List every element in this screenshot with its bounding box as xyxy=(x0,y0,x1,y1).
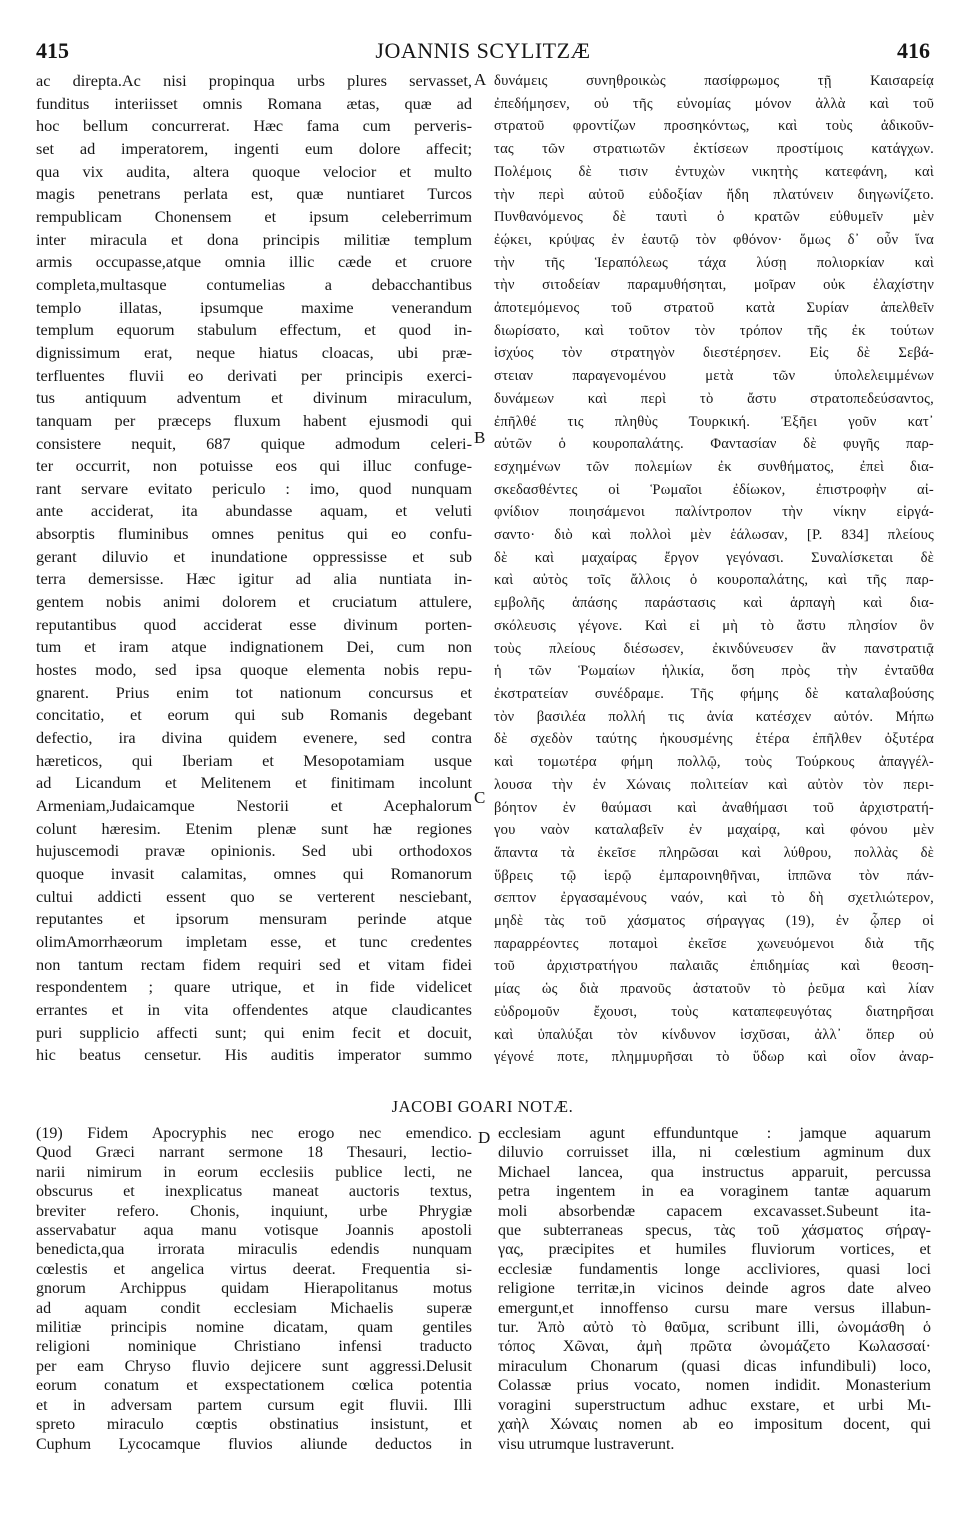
greek-text-line: σκόλευσις γέγονε. Καὶ εἰ μὴ τὸ ἄστυ πλησίον ὂν xyxy=(494,617,934,634)
greek-text-line: τὴν τῆς Ἱεραπόλεως τάχα λύσῃ πολιορκίαν καὶ xyxy=(494,254,934,271)
section-marker-d: D xyxy=(478,1128,491,1147)
section-marker-c: C xyxy=(474,788,486,807)
latin-text-line: gerant diluvio et inundatione oppressisse et sub xyxy=(36,546,472,566)
greek-text-line: δυνάμεων καὶ περὶ τὸ ἄστυ στρατοπεδεύσαντος, xyxy=(494,390,934,407)
greek-text-line: παραρρέοντες ποταμοὶ ἐκεῖσε χωνευόμενοι διὰ τῆς xyxy=(494,935,934,952)
note-text-line: tur. Ἀπὸ αὐτὸ τὸ θαῦμα, scribunt illi, ὠνομάσθη ὁ xyxy=(498,1319,931,1337)
latin-text-line: respondentem ; quare utrique, et in fide videlicet xyxy=(36,977,472,997)
greek-text-line: ἐῴκει, κρύψας ἐν ἑαυτῷ τὸν φθόνον· ὅμως δ᾽ οὖν ἵνα xyxy=(494,231,934,248)
greek-text-line: λουσα τὴν ἐν Χώναις πολιτείαν καὶ αὐτὸν τὸν περι- xyxy=(494,776,934,793)
latin-text-line: inter miracula et dona principis militiæ templum xyxy=(36,229,472,249)
greek-text-line: ἐπῆλθέ τις πληθὺς Τουρκική. Ἐξῆει γοῦν κατ᾽ xyxy=(494,413,934,430)
note-text-line: Quod Græci narrant sermone 18 Thesauri, lectio- xyxy=(36,1144,472,1162)
greek-text-line: καὶ αὐτὸς τοῖς ἄλλοις ὁ κουροπαλάτης, καὶ τῆς παρ- xyxy=(494,572,934,589)
note-text-line: ecclesiam agunt effunduntque : jamque aquarum xyxy=(498,1125,931,1142)
greek-text-line: μηδὲ τὰς τοῦ χάσματος σήραγγας (19), ἐν ᾧπερ οἱ xyxy=(494,913,934,930)
greek-text-line: ἀποτεμόμενος τοῦ στρατοῦ κατὰ Συρίαν ἀπελθεῖν xyxy=(494,300,934,317)
latin-text-line: funditus interiisset omnis Romana ætas, quæ ad xyxy=(36,93,472,113)
greek-text-line: μίας ὡς διὰ πρανοῦς ἀστατοῦν τὸ ῥεῦμα καὶ λίαν xyxy=(494,981,934,998)
greek-text-line: Πυνθανόμενος δὲ ταυτὶ ὁ κρατῶν εὐθυμεῖν μὲν xyxy=(494,209,934,226)
latin-text-line: cultui addicti essent quo se verterent nesciebant, xyxy=(36,886,472,906)
greek-text-line: διωρίσατο, καὶ τοῦτον τὸν τρόπον τῆς ἐκ τούτων xyxy=(494,322,934,339)
note-text-line: spreto miraculo cœptis obstinatius insistunt, et xyxy=(36,1416,472,1434)
page-header xyxy=(36,38,930,66)
note-text-line: religioni nominique Christiano infensi traducto xyxy=(36,1338,472,1356)
latin-column xyxy=(36,70,472,1067)
greek-text-line: δυνάμεις συνηθροικὼς πασίφρωμος τῇ Καισαρείᾳ xyxy=(494,73,934,89)
note-text-line: religione territæ,in vicinos deinde agros date alveo xyxy=(498,1280,931,1298)
greek-text-line: εμβολῆς ἁπάσης παράστασις καὶ ἁρπαγὴ καὶ δια- xyxy=(494,595,934,612)
latin-text-line: puri supplicio affecti sunt; qui enim fecit et docuit, xyxy=(36,1022,472,1042)
greek-text-line: εὐδρομοῦν ἔχουσι, τοὺς καταπεφευγότας διατηρῆσαι xyxy=(494,1003,934,1020)
note-text-line: visu utrumque lustraverunt. xyxy=(498,1435,675,1453)
greek-text-line: τοῦ ἀρχιστρατήγου παλαιᾶς ἐπιδημίας καὶ θεοση- xyxy=(494,958,934,975)
greek-text-line: σαντο· διὸ καὶ πολλοὶ μὲν ἑάλωσαν, [P. 834] πλείους xyxy=(494,527,934,544)
note-text-line: gnorum Archippus quidam Hierapolitanus motus xyxy=(36,1280,472,1298)
latin-text-line: ad Licandum et Melitenem et finitimam incolunt xyxy=(36,773,472,793)
greek-text-line: δὲ σχεδὸν ταύτης ἠκουσμένης ἑτέρα ἐπῆλθεν ὀξυτέρα xyxy=(494,731,934,748)
latin-text-line: ac direpta.Ac nisi propinqua urbs plures servasset, xyxy=(36,71,472,90)
section-marker-a: A xyxy=(474,70,487,89)
greek-text-line: καὶ ὑπαλύξαι τὸν κίνδυνον ἰσχῦσαι, ἀλλ᾽ ὅπερ οὐ xyxy=(494,1026,934,1043)
page-number-left: 415 xyxy=(36,38,69,63)
greek-text-line: ἰσχύος τὸν στρατηγὸν διεστέρησεν. Εἰς δὲ Σεβά- xyxy=(494,345,934,362)
note-text-line: per eam Chryso fluvio dejicere sunt aggressi.Delusit xyxy=(36,1357,472,1375)
section-marker-b: B xyxy=(474,428,486,447)
note-text-line: breviter refero. Chonis, inquiunt, urbe Phrygiæ xyxy=(36,1202,472,1220)
note-text-line: diluvio corruisset illa, ni cœlestium agminum dux xyxy=(498,1144,931,1162)
greek-text-line: ἐπεδήμησεν, οὐ τῆς εὐνομίας μόνον ἀλλὰ καὶ τοῦ xyxy=(494,95,934,112)
greek-text-line: καὶ τομωτέρα φήμη πολλῷ, τοὺς Τούρκους ἀπαγγέλ- xyxy=(494,754,934,771)
latin-text-line: defectio, ira divina quidem evenere, sed contra xyxy=(36,728,472,748)
latin-text-line: terra demersisse. Hæc igitur ad alia nuntiata in- xyxy=(36,569,472,589)
greek-text-line: στειαν παραγενομένου μετὰ τῶν ὑπολελειμμένων xyxy=(494,368,934,385)
greek-text-line: γου ναὸν καταλαβεῖν ἐν μαχαίρᾳ, καὶ φόνου μὲν xyxy=(494,822,934,839)
note-text-line: et in adversam partem cursum egit fluvii. Illi xyxy=(36,1396,472,1414)
greek-text-line: Πολέμοις δὲ τισιν ἐντυχὼν νικητὴς κατεφάνη, καὶ xyxy=(494,163,934,180)
latin-text-line: completa,multasque contumelias a debacchantibus xyxy=(36,274,472,294)
note-text-line: que subterraneas specus, τὰς τοῦ χάσματος σήραγ- xyxy=(498,1222,931,1240)
greek-column xyxy=(494,70,934,1069)
greek-text-line: φνίδιον ποιησάμενοι παλίντροπον τὴν νίκην εἰργά- xyxy=(494,504,934,521)
latin-text-line: terfluentes fluvii eo derivati per principis exerci- xyxy=(36,365,472,385)
latin-text-line: hæreticos, qui Iberiam et Mesopotamiam usque xyxy=(36,750,472,770)
greek-text-line: σκεδασθέντες οἱ Ῥωμαῖοι ἐδίωκον, ἐπιστροφὴν αἰ- xyxy=(494,481,934,498)
greek-text-line: ὕβρεις τῷ ἱερῷ ἐμπαροινηθῆναι, ἱππῶνα τὸν πάν- xyxy=(494,867,934,884)
note-text-line: asservabatur aqua manu votisque Joannis apostoli xyxy=(36,1222,472,1240)
latin-text-line: hic beatus censetur. His auditis imperator summo xyxy=(36,1045,472,1065)
latin-text-line: colunt hæresim. Etenim plenæ sunt hæ regiones xyxy=(36,818,472,838)
note-text-line: emergunt,et innoffenso cursu mare versus illabun- xyxy=(498,1299,931,1317)
note-text-line: cœlestis et angelica virtus deerat. Frequentia si- xyxy=(36,1260,472,1278)
note-text-line: eorum conatum et exspectationem cœlica potentia xyxy=(36,1377,472,1395)
note-text-line: miraculum Chonarum (quasi dicas infundibuli) loco, xyxy=(498,1357,931,1375)
latin-text-line: olimAmorrhæorum impletam esse, et tunc credentes xyxy=(36,931,472,951)
latin-text-line: hoc bellum concurrerat. Hæc fama cum perveris- xyxy=(36,116,472,136)
latin-text-line: ante acciderat, ita abundasse aquam, et veluti xyxy=(36,501,472,521)
running-title: JOANNIS SCYLITZÆ xyxy=(375,38,591,63)
note-text-line: moli absorbendæ capacem excavasset.Subeunt ita- xyxy=(498,1202,931,1220)
latin-text-line: Armeniam,Judaicamque Nestorii et Acephalorum xyxy=(36,796,472,815)
latin-text-line: tus antiquum adventum et divinum miraculum, xyxy=(36,388,472,408)
note-text-line: Colassæ prius vocato, nomen indidit. Monasterium xyxy=(498,1377,931,1395)
latin-text-line: rempublicam Chonensem et ipsum celeberrimum xyxy=(36,206,472,226)
latin-text-line: reputantibus quod acciderat esse divinum porten- xyxy=(36,614,472,634)
greek-text-line: βόητον ἐν θαύμασι καὶ ἀναθήμασι τοῦ ἀρχιστρατή- xyxy=(494,799,934,816)
greek-text-line: εσχημένων τῶν πολεμίων ἐκ συνθήματος, ἐπεὶ δια- xyxy=(494,458,934,475)
greek-text-line: τὴν περὶ αὐτοῦ εὐδοξίαν ἤδη πλατύνειν διηγωνίζετο. xyxy=(494,186,934,203)
notes-right-column xyxy=(498,1124,931,1454)
latin-text-line: rant servare evitato periculo : imo, quod nunquam xyxy=(36,478,472,498)
notes-heading: JACOBI GOARI NOTÆ. xyxy=(391,1097,574,1116)
latin-text-line: tum et iram atque indignationem Dei, cum non xyxy=(36,637,472,657)
greek-text-line: στρατοῦ φροντίζων προσηκόντως, καὶ τοὺς ἀδικοῦν- xyxy=(494,118,934,135)
greek-text-line: ἐκστρατείαν συνέδραμε. Τῆς φήμης δὲ καταλαβούσης xyxy=(494,685,934,702)
latin-text-line: non tantum rectam fidem requiri sed et vitam fidei xyxy=(36,954,472,974)
latin-text-line: concitatio, et eorum qui sub Romanis degebant xyxy=(36,705,472,725)
latin-text-line: ter occurrit, non potuisse eos qui illuc confuge- xyxy=(36,456,472,476)
latin-text-line: consistere nequit, 687 quique admodum celeri- xyxy=(36,433,472,453)
note-text-line: τόπος Χῶναι, ἀμὴ πρῶτα ὠνομάζετο Κωλασσαί· xyxy=(498,1338,931,1356)
page-number-right: 416 xyxy=(897,38,930,63)
latin-text-line: dignissimum erat, neque hiatus cloacas, ubi præ- xyxy=(36,342,472,362)
note-text-line: γας, præcipites et humiles fluviorum vortices, et xyxy=(498,1241,931,1259)
note-text-line: χαὴλ Χώναις nomen ab eo impositum docent, qui xyxy=(498,1416,931,1434)
greek-text-line: γέγονέ ποτε, πλημμυρῆσαι τὸ ὕδωρ καὶ οἷον ἀναρ- xyxy=(494,1049,934,1066)
latin-text-line: qua vix audita, altera quoque velocior et multo xyxy=(36,161,472,181)
greek-text-line: τας τῶν στρατιωτῶν ἐκτίσεων προστίμοις κατάγχων. xyxy=(494,141,934,158)
note-text-line: narii nimirum in eorum ecclesiis publice lecti, ne xyxy=(36,1163,472,1181)
greek-text-line: τὴν σιτοδείαν παραμυθήσηται, μοῖραν οὐκ ἐλαχίστην xyxy=(494,277,934,294)
greek-text-line: τοὺς πλείους διέσωσεν, ἐκινδύνευσεν ἂν πανστρατιᾷ xyxy=(494,640,934,657)
note-text-line: voragini superstructum adhuc exstare, et urbi Μι- xyxy=(498,1396,931,1414)
note-text-line: (19) Fidem Apocryphis nec erogo nec emendico. xyxy=(36,1125,472,1142)
greek-text-line: τὸν βασιλέα πολλή τις ἀνία κατέσχεν αὐτόν. Μήπω xyxy=(494,708,934,725)
note-text-line: obscurus et inexplicatus maneat auctoris textus, xyxy=(36,1183,472,1201)
greek-text-line: σεπτον ἐργασαμένους ναόν, καὶ τὸ δὴ σχετλιώτερον, xyxy=(494,890,934,907)
latin-text-line: absorptis fluminibus omnes penitus qui eo confu- xyxy=(36,524,472,544)
note-text-line: ad aquam condit ecclesiam Michaelis superæ xyxy=(36,1299,472,1317)
latin-text-line: gentem nobis animi dolorem et cruciatum attulere, xyxy=(36,592,472,612)
latin-text-line: hostes modo, sed ipsa quoque elementa nobis repu- xyxy=(36,660,472,680)
latin-text-line: magis penetrans perlata est, quæ nuntiaret Turcos xyxy=(36,184,472,204)
latin-text-line: quoque invasit calamitas, omnes qui Romanorum xyxy=(36,863,472,883)
latin-text-line: gnarent. Prius enim tot nationum concursus et xyxy=(36,682,472,702)
note-text-line: Michael lancea, qua instructus apparuit, percussa xyxy=(498,1163,931,1181)
note-text-line: ecclesiæ fundamentis longe accliviores, quasi loci xyxy=(498,1260,931,1278)
latin-text-line: hujuscemodi pravæ opinionis. Sed ubi orthodoxos xyxy=(36,841,472,861)
greek-text-line: αὐτῶν ὁ κουροπαλάτης. Φαντασίαν δὲ φυγῆς παρ- xyxy=(494,436,934,453)
latin-text-line: templum equorum stabulum effectum, et quod in- xyxy=(36,320,472,340)
latin-text-line: reputantes et ipsorum mensuram perinde atque xyxy=(36,909,472,929)
greek-text-line: δὲ καὶ μαχαίρας ἔργον γεγόνασι. Συναλίσκεται δὲ xyxy=(494,549,934,566)
note-text-line: petra ingentem in ea voraginem tantæ aquarum xyxy=(498,1183,931,1201)
greek-text-line: ἡ τῶν Ῥωμαίων ἡλικία, ὅση πρὸς τὴν ἐνταῦθα xyxy=(494,663,934,680)
note-text-line: benedicta,qua irrorata miraculis edendis nunquam xyxy=(36,1241,472,1259)
note-text-line: Cuphum Lycocamque fluvios aliunde deductos in xyxy=(36,1435,472,1453)
latin-text-line: set ad imperatorem, ingenti eum dolore affecit; xyxy=(36,138,472,158)
greek-text-line: ἅπαντα τὰ ἐκεῖσε πληρῶσαι καὶ λύθρου, πολλὰς δὲ xyxy=(494,844,934,861)
latin-text-line: tanquam per præceps fluxum habent ejusmodi qui xyxy=(36,410,472,430)
latin-text-line: armis occupasse,atque omnia illic cæde et cruore xyxy=(36,252,472,272)
latin-text-line: templo illatas, ipsumque maxime venerandum xyxy=(36,297,472,317)
notes-left-column xyxy=(36,1124,472,1454)
latin-text-line: errantes et in vita offendentes atque claudicantes xyxy=(36,999,472,1019)
note-text-line: militiæ principis nomine dicatam, quam gentiles xyxy=(36,1319,472,1337)
